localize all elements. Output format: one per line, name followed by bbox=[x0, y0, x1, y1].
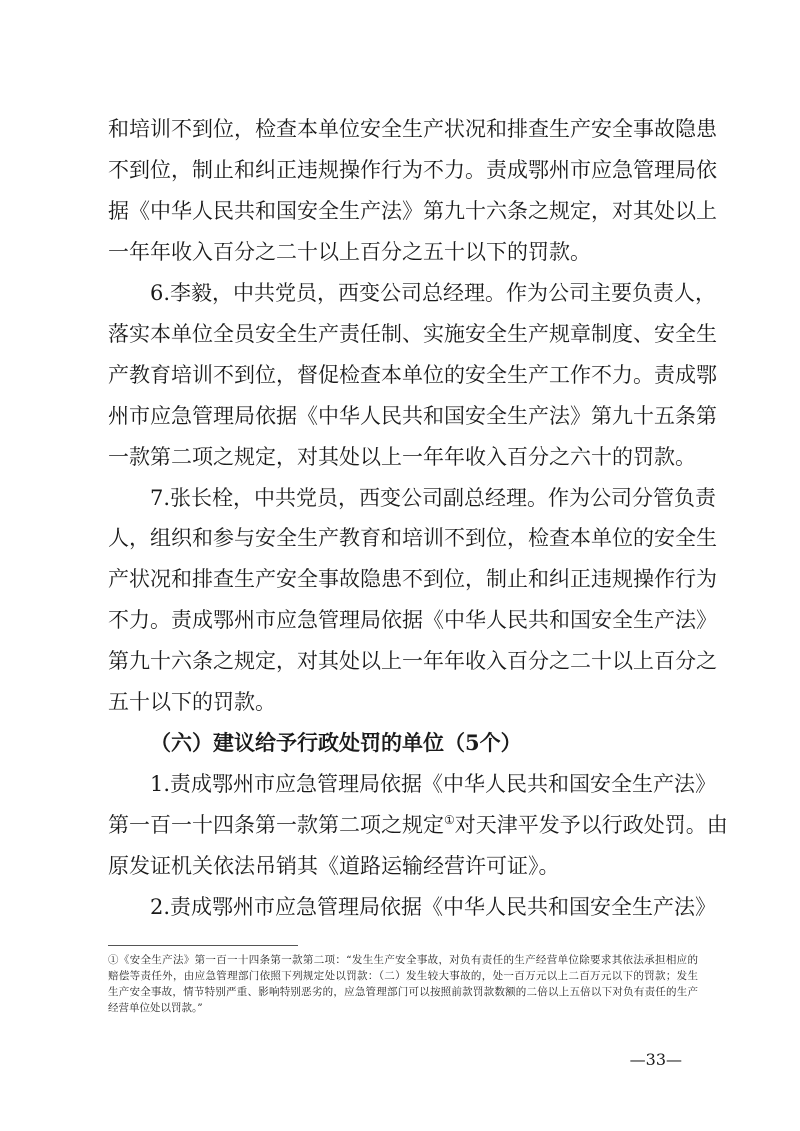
footnote-line: ①《安全生产法》第一百一十四条第一款第二项：“发生生产安全事故，对负有责任的生产经营单位除要求其依法承担相应的 bbox=[108, 954, 698, 966]
footnote-line: 经营单位处以罚款。” bbox=[108, 1002, 203, 1014]
body-text-line: 五十以下的罚款。 bbox=[108, 690, 276, 714]
body-text-line: 不力。责成鄂州市应急管理局依据《中华人民共和国安全生产法》 bbox=[108, 608, 717, 632]
body-text-line: 7.张长栓，中共党员，西变公司副总经理。作为公司分管负责 bbox=[150, 486, 717, 510]
body-text-line: 6.李毅，中共党员，西变公司总经理。作为公司主要负责人， bbox=[150, 281, 717, 305]
body-text-line: 和培训不到位，检查本单位安全生产状况和排查生产安全事故隐患 bbox=[108, 117, 717, 141]
body-text-line bbox=[108, 813, 728, 837]
body-text-segment: 第一百一十四条第一款第二项之规定 bbox=[108, 813, 444, 837]
body-text-line: 据《中华人民共和国安全生产法》第九十六条之规定，对其处以上 bbox=[108, 199, 717, 223]
footnote-line: 生产安全事故，情节特别严重、影响特别恶劣的，应急管理部门可以按照前款罚款数额的二倍以上五倍以下对负有责任的生产 bbox=[108, 986, 698, 998]
page-number: —33— bbox=[629, 1050, 682, 1069]
body-text-line: 原发证机关依法吊销其《道路运输经营许可证》。 bbox=[108, 854, 560, 878]
footnote-line: 赔偿等责任外，由应急管理部门依照下列规定处以罚款：（二）发生较大事故的，处一百万元以上二百万元以下的罚款；发生 bbox=[108, 970, 698, 982]
body-text-line: 2.责成鄂州市应急管理局依据《中华人民共和国安全生产法》 bbox=[150, 895, 717, 919]
body-text-line: 州市应急管理局依据《中华人民共和国安全生产法》第九十五条第 bbox=[108, 404, 717, 428]
footnote-reference[interactable]: ① bbox=[444, 813, 455, 827]
body-text-line: 1.责成鄂州市应急管理局依据《中华人民共和国安全生产法》 bbox=[150, 772, 717, 796]
body-text-line: 产状况和排查生产安全事故隐患不到位，制止和纠正违规操作行为 bbox=[108, 567, 717, 591]
body-text-segment: 对天津平发予以行政处罚。由 bbox=[454, 813, 728, 837]
body-text-line: 不到位，制止和纠正违规操作行为不力。责成鄂州市应急管理局依 bbox=[108, 158, 717, 182]
body-text-line: 落实本单位全员安全生产责任制、实施安全生产规章制度、安全生 bbox=[108, 322, 717, 346]
body-text-line: 人，组织和参与安全生产教育和培训不到位，检查本单位的安全生 bbox=[108, 526, 717, 550]
body-text-line: 第九十六条之规定，对其处以上一年年收入百分之二十以上百分之 bbox=[108, 649, 717, 673]
body-text-line: 一款第二项之规定，对其处以上一年年收入百分之六十的罚款。 bbox=[108, 445, 696, 469]
body-text-line: 一年年收入百分之二十以上百分之五十以下的罚款。 bbox=[108, 240, 591, 264]
body-text-line: 产教育培训不到位，督促检查本单位的安全生产工作不力。责成鄂 bbox=[108, 363, 717, 387]
section-heading: （六）建议给予行政处罚的单位（5个） bbox=[150, 730, 522, 755]
